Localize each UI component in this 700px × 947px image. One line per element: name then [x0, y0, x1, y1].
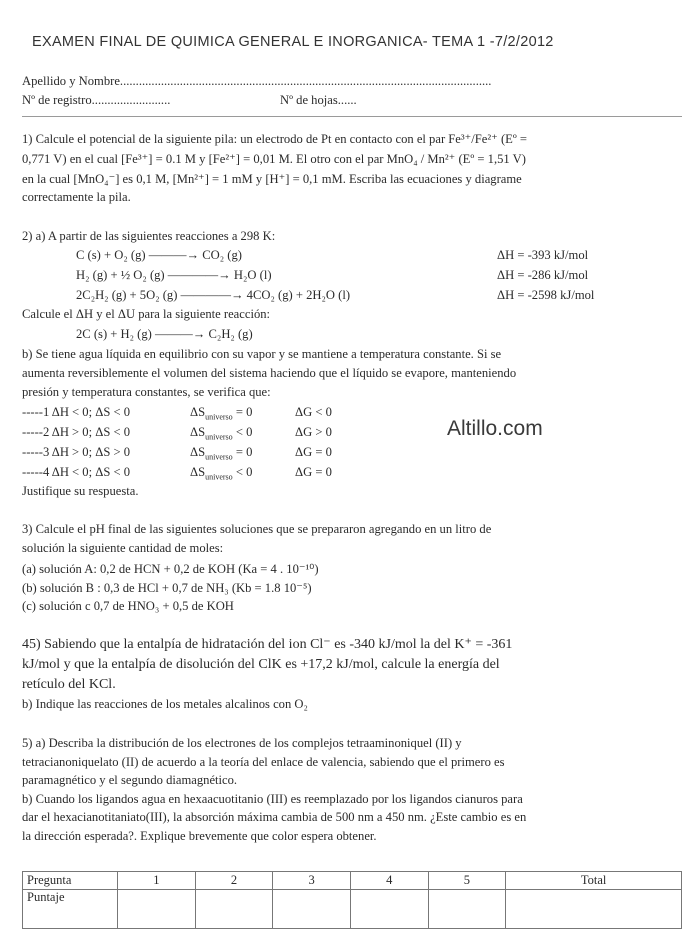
q5-line-5: dar el hexacianotitaniato(III), la absorción máxima cambia de 500 nm a 450 nm. ¿Este cambio es en [22, 810, 527, 824]
q2-dh-1: ΔH = -393 kJ/mol [497, 248, 589, 262]
q2-intro: 2) a) A partir de las siguientes reacciones a 298 K: [22, 229, 276, 243]
score-table-header-row [23, 872, 682, 890]
q3-line-1: 3) Calcule el pH final de las siguientes soluciones que se prepararon agregando en un litro de [22, 522, 492, 536]
q5-line-2: tetracianoniquelato (II) de acuerdo a la teoría del enlace de valencia, sabiendo que el primero es [22, 755, 505, 769]
q2-calc: Calcule el ΔH y el ΔU para la siguiente reacción: [22, 307, 271, 321]
score-cell-1 [118, 890, 196, 929]
q2-option-1-entropy: $\Delta S_{universo} = 0$ [190, 405, 253, 422]
q2-option-4: -----4 ΔH < 0; ΔS < 0 [22, 465, 131, 479]
q3-item-b: (b) solución B : 0,3 de HCl + 0,7 de NH₃ (Kb = 1.8 10⁻⁵) [22, 581, 312, 595]
score-cell-5 [428, 890, 506, 929]
q2b-line-3: presión y temperatura constantes, se verifica que: [22, 385, 271, 399]
q2-option-4-gibbs: ΔG = 0 [295, 465, 332, 479]
score-header-2: 2 [195, 872, 273, 890]
q5-line-3: paramagnético y el segundo diamagnético. [22, 773, 238, 787]
q2b-line-1: b) Se tiene agua líquida en equilibrio con su vapor y se mantiene a temperatura constante. Si se [22, 347, 502, 361]
q2-option-3-entropy: $\Delta S_{universo} = 0$ [190, 445, 253, 462]
q3-item-c: (c) solución c 0,7 de HNO₃ + 0,5 de KOH [22, 599, 234, 613]
q1-line-3: en la cual [MnO₄⁻] es 0,1 M, [Mn²⁺] = 1 mM y [H⁺] = 0,1 mM. Escriba las ecuaciones y diagrame [22, 172, 522, 186]
q2-target-reaction: 2C (s) + H₂ (g) ———→ C₂H₂ (g) [76, 327, 253, 341]
q4-line-3: retículo del KCl. [22, 677, 116, 692]
q1-line-2: 0,771 V) en el cual [Fe³⁺] = 0.1 M y [Fe²⁺] = 0,01 M. El otro con el par MnO₄ / Mn²⁺ (Eº = 1,51 V) [22, 152, 526, 166]
q2-option-2-entropy: $\Delta S_{universo} < 0$ [190, 425, 253, 442]
score-table-puntaje-row [23, 890, 682, 929]
q2-option-3-gibbs: ΔG = 0 [295, 445, 332, 459]
score-header-1: 1 [118, 872, 196, 890]
exam-title: EXAMEN FINAL DE QUIMICA GENERAL E INORGANICA- TEMA 1 -7/2/2012 [32, 34, 554, 50]
score-cell-3 [273, 890, 351, 929]
score-header-4: 4 [350, 872, 428, 890]
score-cell-2 [195, 890, 273, 929]
q2-option-2: -----2 ΔH > 0; ΔS < 0 [22, 425, 131, 439]
score-table [22, 871, 682, 929]
q2-option-1: -----1 ΔH < 0; ΔS < 0 [22, 405, 131, 419]
q1-line-4: correctamente la pila. [22, 190, 131, 204]
q4-line-1: 45) Sabiendo que la entalpía de hidratación del ion Cl⁻ es -340 kJ/mol la del K⁺ = -361 [22, 637, 513, 652]
q2-option-4-entropy: $\Delta S_{universo} < 0$ [190, 465, 253, 482]
q3-item-a: (a) solución A: 0,2 de HCN + 0,2 de KOH (Ka = 4 . 10⁻¹⁰) [22, 562, 319, 576]
q5-line-6: la dirección esperada?. Explique brevemente que color espera obtener. [22, 829, 377, 843]
score-header-5: 5 [428, 872, 506, 890]
score-cell-4 [350, 890, 428, 929]
apellido-field: Apellido y Nombre...................................................................................................................... [22, 74, 492, 88]
q2-reaction-3: 2C₂H₂ (g) + 5O₂ (g) ————→ 4CO₂ (g) + 2H₂O (l) [76, 288, 351, 302]
score-header-total: Total [506, 872, 682, 890]
q2-dh-3: ΔH = -2598 kJ/mol [497, 288, 595, 302]
q2-reaction-1: C (s) + O₂ (g) ———→ CO₂ (g) [76, 248, 242, 262]
registro-field: Nº de registro......................... [22, 93, 171, 107]
score-header-3: 3 [273, 872, 351, 890]
q2-dh-2: ΔH = -286 kJ/mol [497, 268, 589, 282]
q4-part-b: b) Indique las reacciones de los metales alcalinos con O₂ [22, 697, 308, 711]
score-header-pregunta: Pregunta [23, 872, 118, 890]
score-row-puntaje: Puntaje [23, 890, 118, 929]
q3-line-2: solución la siguiente cantidad de moles: [22, 541, 224, 555]
hojas-field: Nº de hojas...... [280, 93, 357, 107]
q2-option-3: -----3 ΔH > 0; ΔS > 0 [22, 445, 131, 459]
q1-line-1: 1) Calcule el potencial de la siguiente pila: un electrodo de Pt en contacto con el par Fe³⁺/Fe²⁺ (Eº = [22, 132, 528, 146]
q2b-line-2: aumenta reversiblemente el volumen del sistema haciendo que el líquido se evapore, manteniendo [22, 366, 517, 380]
q5-line-4: b) Cuando los ligandos agua en hexaacuotitanio (III) es reemplazado por los ligandos cianuros para [22, 792, 523, 806]
altillo-watermark: Altillo.com [447, 417, 543, 440]
q2-reaction-2: H₂ (g) + ½ O₂ (g) ————→ H₂O (l) [76, 268, 272, 282]
q4-line-2: kJ/mol y que la entalpía de disolución del ClK es +17,2 kJ/mol, calcule la energía del [22, 657, 500, 672]
q5-line-1: 5) a) Describa la distribución de los electrones de los complejos tetraaminoniquel (II) y [22, 736, 462, 750]
score-cell-total [506, 890, 682, 929]
q2-option-1-gibbs: ΔG < 0 [295, 405, 332, 419]
header-divider [22, 116, 682, 117]
q2-justify: Justifique su respuesta. [22, 484, 139, 498]
q2-option-2-gibbs: ΔG > 0 [295, 425, 332, 439]
